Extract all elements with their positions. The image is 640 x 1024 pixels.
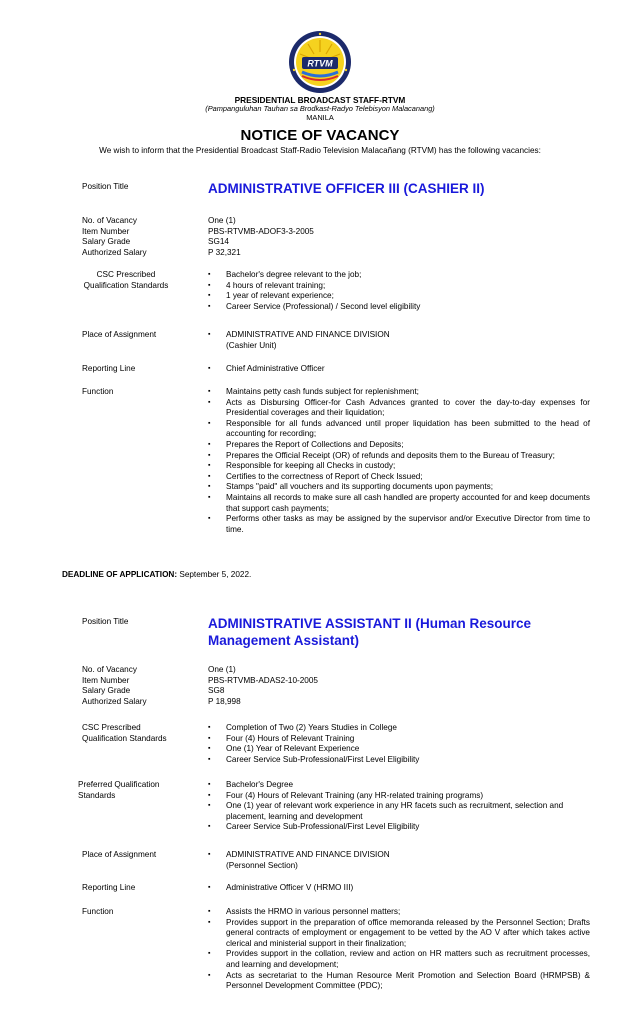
list-item: ▪ Prepares the Report of Collections and Deposits; <box>208 440 590 451</box>
vacancy1-salary-grade: SG14 <box>208 237 229 247</box>
vacancy1-deadline <box>62 570 251 579</box>
vacancy2-preferred-list <box>208 780 590 833</box>
vacancy2-reporting: ▪ Administrative Officer V (HRMO III) <box>208 883 590 894</box>
list-item: ▪ Maintains petty cash funds subject for replenishment; <box>208 387 590 398</box>
vacancy2-item-number: PBS-RTVMB-ADAS2-10-2005 <box>208 675 318 685</box>
label-csc-1-2: CSC Prescribed <box>82 723 141 732</box>
vacancy1-function-list <box>208 387 590 535</box>
vacancy2-function-list <box>208 907 590 992</box>
vacancy2-csc-list <box>208 723 590 765</box>
list-item: ▪ Responsible for all funds advanced until proper liquidation has been submitted to the head of accounting for recording; <box>208 419 590 440</box>
list-item: ▪ Provides support in the collation, review and action on HR matters such as recruitment processes, and learning and development; <box>208 949 590 970</box>
vacancy1-salary: P 32,321 <box>208 247 241 257</box>
list-item: ▪ Stamps "paid" all vouchers and its supporting documents upon payments; <box>208 482 590 493</box>
vacancy1-place-sub: (Cashier Unit) <box>226 340 277 350</box>
label-authorized-salary-2: Authorized Salary <box>82 696 147 706</box>
vacancy2-title: ADMINISTRATIVE ASSISTANT II (Human Resource Management Assistant) <box>208 616 532 648</box>
list-item: ▪ Bachelor's degree relevant to the job; <box>208 270 590 281</box>
list-item: ▪ Bachelor's Degree <box>208 780 590 791</box>
label-csc-2: Qualification Standards <box>83 280 169 290</box>
vacancy2-no: One (1) <box>208 665 236 674</box>
vacancy2-place-sub: (Personnel Section) <box>226 860 298 870</box>
list-item: ▪ Provides support in the preparation of office memoranda released by the Personnel Section; Drafts general contracts of employment or engagement to be vetted by the AO V after which takes active clerical and ministerial support in their finalization; <box>208 918 590 950</box>
list-item: ▪ Career Service Sub-Professional/First Level Eligibility <box>208 755 590 766</box>
deadline-value: September 5, 2022. <box>179 570 252 579</box>
label-position-title-2: Position Title <box>82 617 129 626</box>
label-function: Function <box>82 387 114 396</box>
label-csc-1: CSC Prescribed <box>96 270 156 279</box>
vacancy1-csc-list <box>208 270 590 312</box>
list-item: ▪ Performs other tasks as may be assigned by the supervisor and/or Executive Director from time to time. <box>208 514 590 535</box>
label-csc-2-2: Qualification Standards <box>82 733 167 743</box>
org-subtitle: (Pampanguluhan Tauhan sa Brodkast-Radyo Telebisyon Malacanang) <box>205 104 435 113</box>
vacancy1-item-number: PBS-RTVMB-ADOF3-3-2005 <box>208 226 314 236</box>
label-no-vacancy: No. of Vacancy <box>82 216 137 225</box>
vacancy2-salary: P 18,998 <box>208 696 241 706</box>
vacancy1-reporting: ▪ Chief Administrative Officer <box>208 364 590 375</box>
label-reporting-2: Reporting Line <box>82 883 136 892</box>
label-no-vacancy-2: No. of Vacancy <box>82 665 137 674</box>
list-item: ▪ Prepares the Official Receipt (OR) of refunds and deposits them to the Bureau of Treasury; <box>208 451 590 462</box>
list-item: ▪ Maintains all records to make sure all cash handled are property accounted for and keep documents that support cash payments; <box>208 493 590 514</box>
rtvm-logo <box>288 30 352 94</box>
label-authorized-salary: Authorized Salary <box>82 247 147 257</box>
label-place-2: Place of Assignment <box>82 850 157 859</box>
org-city: MANILA <box>306 113 334 122</box>
list-item: ▪ Career Service (Professional) / Second level eligibility <box>208 302 590 313</box>
vacancy1-place: ▪ ADMINISTRATIVE AND FINANCE DIVISION <box>208 330 590 341</box>
list-item: ▪ One (1) Year of Relevant Experience <box>208 744 590 755</box>
label-preferred-1: Preferred Qualification <box>78 780 160 789</box>
list-item: ▪ Certifies to the correctness of Report of Check Issued; <box>208 472 590 483</box>
notice-title: NOTICE OF VACANCY <box>240 127 400 144</box>
intro-text: We wish to inform that the Presidential Broadcast Staff-Radio Television Malacañang (RTVM) has the following vacancies: <box>99 146 541 155</box>
org-name: PRESIDENTIAL BROADCAST STAFF-RTVM <box>234 95 406 105</box>
list-item: ▪ One (1) year of relevant work experience in any HR facets such as recruitment, selection and placement, learning and development <box>208 801 590 822</box>
logo-text: RTVM <box>307 58 333 69</box>
label-function-2: Function <box>82 907 114 916</box>
list-item: ▪ 1 year of relevant experience; <box>208 291 590 302</box>
vacancy2-salary-grade: SG8 <box>208 686 225 696</box>
label-reporting: Reporting Line <box>82 364 136 373</box>
list-item: ▪ Acts as secretariat to the Human Resource Merit Promotion and Selection Board (HRMPSB) & Personnel Development Committee (PDC); <box>208 971 590 992</box>
label-place: Place of Assignment <box>82 330 157 339</box>
deadline-label: DEADLINE OF APPLICATION: <box>62 570 178 579</box>
list-item: ▪ Assists the HRMO in various personnel matters; <box>208 907 590 918</box>
label-salary-grade: Salary Grade <box>82 237 131 247</box>
vacancy2-place: ▪ ADMINISTRATIVE AND FINANCE DIVISION <box>208 850 590 861</box>
list-item: ▪ Career Service Sub-Professional/First Level Eligibility <box>208 822 590 833</box>
vacancy1-title: ADMINISTRATIVE OFFICER III (CASHIER II) <box>208 181 485 196</box>
list-item: ▪ Four (4) Hours of Relevant Training (any HR-related training programs) <box>208 791 590 802</box>
label-salary-grade-2: Salary Grade <box>82 686 131 696</box>
list-item: ▪ Completion of Two (2) Years Studies in College <box>208 723 590 734</box>
rtvm-seal-icon <box>288 30 352 94</box>
label-item-number-2: Item Number <box>82 675 130 685</box>
list-item: ▪ Responsible for keeping all Checks in custody; <box>208 461 590 472</box>
label-position-title: Position Title <box>82 182 129 191</box>
list-item: ▪ 4 hours of relevant training; <box>208 281 590 292</box>
label-item-number: Item Number <box>82 226 130 236</box>
vacancy1-no: One (1) <box>208 216 236 225</box>
list-item: ▪ Four (4) Hours of Relevant Training <box>208 734 590 745</box>
list-item: ▪ Acts as Disbursing Officer-for Cash Advances granted to cover the day-to-day expenses for Presidential coverages and their liquidation; <box>208 398 590 419</box>
label-preferred-2: Standards <box>78 790 116 800</box>
